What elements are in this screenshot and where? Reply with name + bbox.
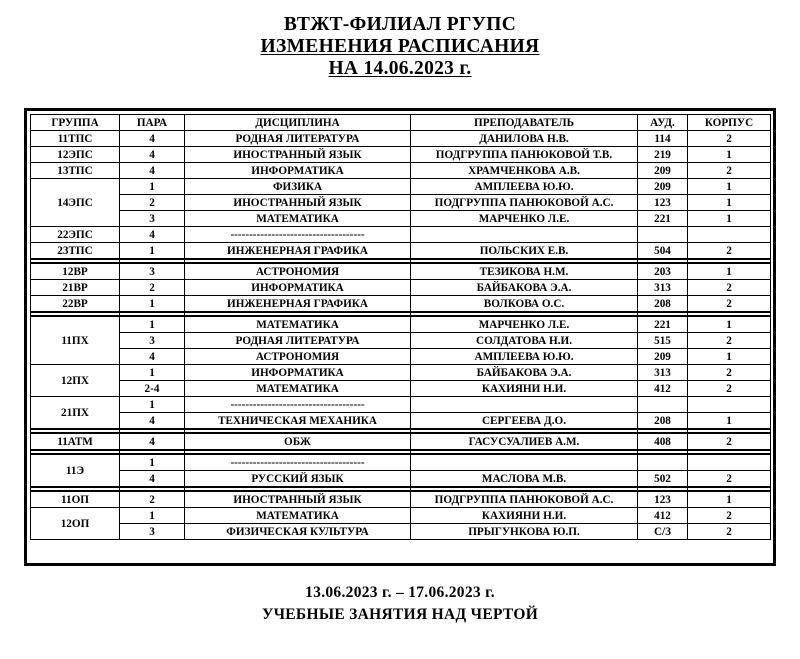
cell-para: 1 xyxy=(120,365,185,381)
cell-building: 2 xyxy=(688,280,771,296)
cell-teacher xyxy=(411,454,638,471)
institution-title: ВТЖТ-ФИЛИАЛ РГУПС xyxy=(283,14,517,35)
cell-building: 2 xyxy=(688,508,771,524)
cell-teacher: МАРЧЕНКО Л.Е. xyxy=(411,211,638,227)
table-row xyxy=(31,333,771,349)
cell-subject: РОДНАЯ ЛИТЕРАТУРА xyxy=(185,131,411,147)
cell-group: 11ТПС xyxy=(31,131,120,147)
cell-room: 123 xyxy=(638,195,688,211)
cell-room: 221 xyxy=(638,316,688,333)
cell-teacher: КАХИЯНИ Н.И. xyxy=(411,508,638,524)
cell-teacher: ХРАМЧЕНКОВА А.В. xyxy=(411,163,638,179)
table-row xyxy=(31,163,771,179)
cell-subject: РУССКИЙ ЯЗЫК xyxy=(185,471,411,488)
cell-room: 114 xyxy=(638,131,688,147)
cell-subject: МАТЕМАТИКА xyxy=(185,316,411,333)
table-row xyxy=(31,508,771,524)
cell-subject: ФИЗИЧЕСКАЯ КУЛЬТУРА xyxy=(185,524,411,540)
col-header-building: КОРПУС xyxy=(688,115,771,131)
document-title: ИЗМЕНЕНИЯ РАСПИСАНИЯ xyxy=(260,36,540,57)
cell-para: 1 xyxy=(120,316,185,333)
cell-teacher: СОЛДАТОВА Н.И. xyxy=(411,333,638,349)
table-row xyxy=(31,211,771,227)
col-header-para: ПАРА xyxy=(120,115,185,131)
cell-teacher: ДАНИЛОВА Н.В. xyxy=(411,131,638,147)
cell-para: 2-4 xyxy=(120,381,185,397)
cell-subject: АСТРОНОМИЯ xyxy=(185,263,411,280)
cell-group: 11ПХ xyxy=(31,316,120,365)
schedule-frame xyxy=(24,108,776,566)
cell-room: 208 xyxy=(638,413,688,430)
cell-building: 1 xyxy=(688,147,771,163)
table-row xyxy=(31,316,771,333)
cell-para: 1 xyxy=(120,296,185,313)
col-header-room: АУД. xyxy=(638,115,688,131)
cell-room: 515 xyxy=(638,333,688,349)
cell-teacher: БАЙБАКОВА Э.А. xyxy=(411,365,638,381)
cell-building: 1 xyxy=(688,413,771,430)
cell-room: 313 xyxy=(638,365,688,381)
table-row xyxy=(31,471,771,488)
cell-subject: РОДНАЯ ЛИТЕРАТУРА xyxy=(185,333,411,349)
cell-group: 21ПХ xyxy=(31,397,120,430)
cell-building: 1 xyxy=(688,195,771,211)
cell-room xyxy=(638,227,688,243)
cell-room: 408 xyxy=(638,433,688,450)
cell-building: 1 xyxy=(688,211,771,227)
cell-teacher: ТЕЗИКОВА Н.М. xyxy=(411,263,638,280)
table-row xyxy=(31,524,771,540)
cell-room: 502 xyxy=(638,471,688,488)
cell-building: 2 xyxy=(688,471,771,488)
cell-para: 1 xyxy=(120,179,185,195)
cell-subject: ФИЗИКА xyxy=(185,179,411,195)
cell-para: 3 xyxy=(120,211,185,227)
cell-group: 13ТПС xyxy=(31,163,120,179)
cell-para: 4 xyxy=(120,147,185,163)
cell-group: 11ОП xyxy=(31,491,120,508)
cell-room: 221 xyxy=(638,211,688,227)
cell-room: 209 xyxy=(638,163,688,179)
table-row xyxy=(31,454,771,471)
cell-para: 4 xyxy=(120,131,185,147)
cell-subject: ИНФОРМАТИКА xyxy=(185,365,411,381)
cell-building xyxy=(688,454,771,471)
cell-building: 1 xyxy=(688,491,771,508)
cell-teacher: БАЙБАКОВА Э.А. xyxy=(411,280,638,296)
cell-para: 3 xyxy=(120,524,185,540)
table-row xyxy=(31,179,771,195)
cell-para: 1 xyxy=(120,508,185,524)
cell-teacher: ВОЛКОВА О.С. xyxy=(411,296,638,313)
cell-room: 219 xyxy=(638,147,688,163)
document-date: НА 14.06.2023 г. xyxy=(328,58,472,79)
cell-para: 4 xyxy=(120,433,185,450)
cell-subject: ИНОСТРАННЫЙ ЯЗЫК xyxy=(185,491,411,508)
cell-teacher: АМПЛЕЕВА Ю.Ю. xyxy=(411,179,638,195)
cell-building xyxy=(688,227,771,243)
col-header-subject: ДИСЦИПЛИНА xyxy=(185,115,411,131)
cell-subject: ИНЖЕНЕРНАЯ ГРАФИКА xyxy=(185,296,411,313)
cell-teacher xyxy=(411,397,638,413)
cell-teacher: МАРЧЕНКО Л.Е. xyxy=(411,316,638,333)
cell-teacher: АМПЛЕЕВА Ю.Ю. xyxy=(411,349,638,365)
cell-building: 2 xyxy=(688,381,771,397)
cell-group: 22ЭПС xyxy=(31,227,120,243)
cell-room: 504 xyxy=(638,243,688,260)
cell-subject: ТЕХНИЧЕСКАЯ МЕХАНИКА xyxy=(185,413,411,430)
table-row xyxy=(31,263,771,280)
cell-building: 1 xyxy=(688,179,771,195)
table-row xyxy=(31,365,771,381)
table-row xyxy=(31,413,771,430)
cell-subject: АСТРОНОМИЯ xyxy=(185,349,411,365)
cell-subject: ------------------------------------ xyxy=(185,227,411,243)
table-header-row xyxy=(31,115,771,131)
cell-teacher: МАСЛОВА М.В. xyxy=(411,471,638,488)
cell-subject: ИНФОРМАТИКА xyxy=(185,280,411,296)
cell-teacher: ПОДГРУППА ПАНЮКОВОЙ А.С. xyxy=(411,195,638,211)
cell-para: 3 xyxy=(120,263,185,280)
cell-subject: ИНФОРМАТИКА xyxy=(185,163,411,179)
cell-group: 23ТПС xyxy=(31,243,120,260)
cell-room xyxy=(638,454,688,471)
cell-building: 2 xyxy=(688,365,771,381)
cell-group: 12ЭПС xyxy=(31,147,120,163)
cell-group: 11АТМ xyxy=(31,433,120,450)
cell-subject: МАТЕМАТИКА xyxy=(185,508,411,524)
cell-subject: ------------------------------------ xyxy=(185,397,411,413)
cell-para: 1 xyxy=(120,243,185,260)
table-row xyxy=(31,147,771,163)
cell-subject: ------------------------------------ xyxy=(185,454,411,471)
cell-group: 22ВР xyxy=(31,296,120,313)
cell-para: 2 xyxy=(120,280,185,296)
table-row xyxy=(31,280,771,296)
cell-teacher: СЕРГЕЕВА Д.О. xyxy=(411,413,638,430)
cell-para: 4 xyxy=(120,163,185,179)
table-row xyxy=(31,491,771,508)
footer-dates: 13.06.2023 г. – 17.06.2023 г. xyxy=(305,584,495,601)
cell-para: 3 xyxy=(120,333,185,349)
cell-teacher: ПРЫГУНКОВА Ю.П. xyxy=(411,524,638,540)
cell-room: 208 xyxy=(638,296,688,313)
cell-group: 12ПХ xyxy=(31,365,120,397)
cell-para: 1 xyxy=(120,397,185,413)
document-header xyxy=(0,14,800,80)
cell-building: 2 xyxy=(688,433,771,450)
table-row xyxy=(31,195,771,211)
cell-para: 4 xyxy=(120,413,185,430)
cell-room: 412 xyxy=(638,508,688,524)
cell-room xyxy=(638,397,688,413)
cell-subject: ИНОСТРАННЫЙ ЯЗЫК xyxy=(185,147,411,163)
cell-building: 2 xyxy=(688,296,771,313)
cell-room: 209 xyxy=(638,349,688,365)
cell-building xyxy=(688,397,771,413)
cell-group: 21ВР xyxy=(31,280,120,296)
cell-para: 4 xyxy=(120,471,185,488)
cell-para: 2 xyxy=(120,491,185,508)
col-header-teacher: ПРЕПОДАВАТЕЛЬ xyxy=(411,115,638,131)
cell-para: 2 xyxy=(120,195,185,211)
cell-room: 313 xyxy=(638,280,688,296)
cell-room: С/З xyxy=(638,524,688,540)
cell-group: 12ОП xyxy=(31,508,120,540)
cell-teacher: ПОЛЬСКИХ Е.В. xyxy=(411,243,638,260)
footer-note: УЧЕБНЫЕ ЗАНЯТИЯ НАД ЧЕРТОЙ xyxy=(261,606,539,623)
cell-subject: ИНЖЕНЕРНАЯ ГРАФИКА xyxy=(185,243,411,260)
cell-teacher: ПОДГРУППА ПАНЮКОВОЙ Т.В. xyxy=(411,147,638,163)
cell-para: 1 xyxy=(120,454,185,471)
table-row xyxy=(31,227,771,243)
col-header-group: ГРУППА xyxy=(31,115,120,131)
cell-room: 209 xyxy=(638,179,688,195)
cell-room: 203 xyxy=(638,263,688,280)
cell-building: 2 xyxy=(688,243,771,260)
schedule-body xyxy=(31,131,771,540)
table-row xyxy=(31,381,771,397)
cell-building: 1 xyxy=(688,316,771,333)
cell-group: 14ЭПС xyxy=(31,179,120,227)
cell-teacher: ГАСУСУАЛИЕВ А.М. xyxy=(411,433,638,450)
cell-group: 11Э xyxy=(31,454,120,487)
cell-para: 4 xyxy=(120,349,185,365)
table-row xyxy=(31,243,771,260)
cell-building: 2 xyxy=(688,524,771,540)
cell-building: 2 xyxy=(688,131,771,147)
schedule-table xyxy=(30,114,771,540)
cell-subject: ИНОСТРАННЫЙ ЯЗЫК xyxy=(185,195,411,211)
cell-room: 123 xyxy=(638,491,688,508)
cell-subject: МАТЕМАТИКА xyxy=(185,381,411,397)
document-footer xyxy=(0,582,800,626)
cell-group: 12ВР xyxy=(31,263,120,280)
table-row xyxy=(31,296,771,313)
cell-building: 1 xyxy=(688,349,771,365)
table-row xyxy=(31,131,771,147)
cell-building: 2 xyxy=(688,163,771,179)
cell-para: 4 xyxy=(120,227,185,243)
cell-building: 2 xyxy=(688,333,771,349)
table-row xyxy=(31,349,771,365)
cell-subject: МАТЕМАТИКА xyxy=(185,211,411,227)
cell-building: 1 xyxy=(688,263,771,280)
cell-teacher: ПОДГРУППА ПАНЮКОВОЙ А.С. xyxy=(411,491,638,508)
table-row xyxy=(31,397,771,413)
cell-subject: ОБЖ xyxy=(185,433,411,450)
table-row xyxy=(31,433,771,450)
cell-teacher: КАХИЯНИ Н.И. xyxy=(411,381,638,397)
cell-teacher xyxy=(411,227,638,243)
cell-room: 412 xyxy=(638,381,688,397)
